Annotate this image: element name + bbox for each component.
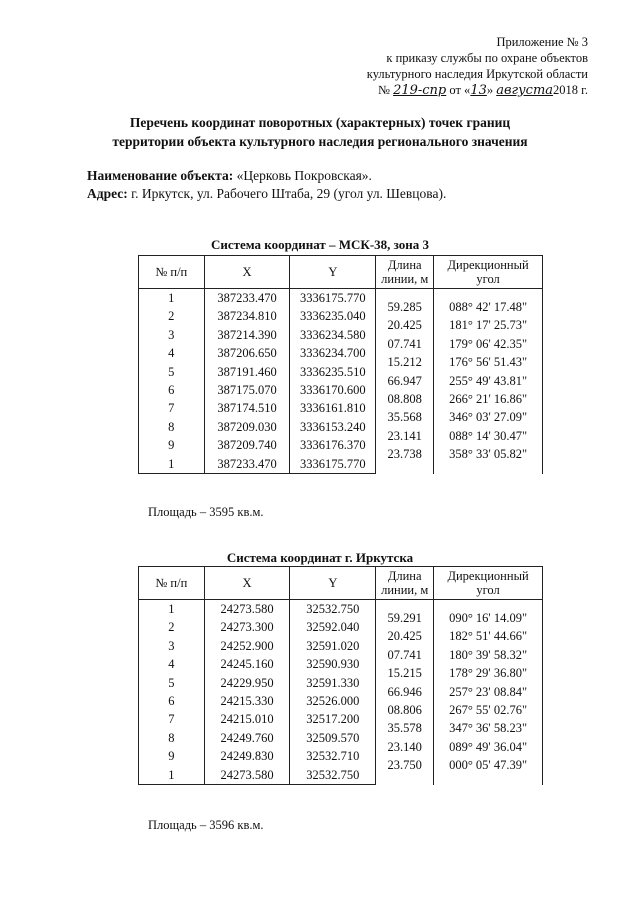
- coord-y: 3336161.810: [290, 399, 376, 417]
- line-length: 35.568: [387, 410, 422, 425]
- object-name-line: [87, 167, 446, 185]
- coord-x: 24215.010: [204, 710, 290, 728]
- header-x: X: [204, 567, 290, 600]
- point-number: 1: [139, 600, 205, 619]
- direction-angle: 346° 03' 27.09": [449, 410, 528, 425]
- line-length: 15.215: [387, 666, 422, 681]
- point-number: 8: [139, 729, 205, 747]
- header-length: [376, 567, 434, 600]
- direction-angle: 267° 55' 02.76": [449, 702, 528, 717]
- coord-x: 24249.830: [204, 747, 290, 765]
- point-number: 5: [139, 363, 205, 381]
- coord-y: 32532.750: [290, 600, 376, 619]
- point-number: 7: [139, 710, 205, 728]
- direction-angle: 179° 06' 42.35": [449, 336, 528, 351]
- table2-area: Площадь – 3596 кв.м.: [148, 818, 264, 832]
- coord-x: 387233.470: [204, 455, 290, 474]
- coord-x: 387206.650: [204, 344, 290, 362]
- point-number: 8: [139, 418, 205, 436]
- coord-x: 387233.470: [204, 289, 290, 308]
- direction-angle: 182° 51' 44.66": [449, 629, 528, 644]
- point-number: 7: [139, 399, 205, 417]
- point-number: 4: [139, 655, 205, 673]
- title-line-1: Перечень координат поворотных (характерных) точек границ: [129, 115, 511, 130]
- coord-x: 24273.580: [204, 600, 290, 619]
- coord-y: 32509.570: [290, 729, 376, 747]
- point-number: 1: [139, 455, 205, 474]
- point-number: 1: [139, 289, 205, 308]
- line-length: 66.946: [387, 684, 422, 699]
- direction-angle: 257° 23' 08.84": [449, 684, 528, 699]
- line-length: 07.741: [387, 336, 422, 351]
- object-name-label: Наименование объекта:: [87, 168, 234, 183]
- direction-angle: 178° 29' 36.80": [449, 666, 528, 681]
- coord-x: 387191.460: [204, 363, 290, 381]
- point-number: 2: [139, 307, 205, 325]
- line-length: 59.285: [387, 300, 422, 314]
- line-length: 08.808: [387, 391, 422, 406]
- coord-x: 24273.300: [204, 618, 290, 636]
- direction-angle: 358° 33' 05.82": [449, 447, 528, 462]
- point-number: 9: [139, 747, 205, 765]
- line-length: 20.425: [387, 318, 422, 333]
- coord-y: 32591.330: [290, 674, 376, 692]
- line-length: 59.291: [387, 611, 422, 625]
- table-row: [139, 289, 543, 308]
- direction-angle: 266° 21' 16.86": [449, 391, 528, 406]
- point-number: 2: [139, 618, 205, 636]
- order-prefix: №: [378, 83, 390, 97]
- coord-x: 24249.760: [204, 729, 290, 747]
- object-address-line: [87, 185, 446, 203]
- header-x: X: [204, 256, 290, 289]
- coord-x: 387174.510: [204, 399, 290, 417]
- coord-y: 3336175.770: [290, 455, 376, 474]
- coords-table-irkutsk: [138, 566, 543, 785]
- coord-x: 387214.390: [204, 326, 290, 344]
- line-length: 08.806: [387, 702, 422, 717]
- coord-x: 387234.810: [204, 307, 290, 325]
- header-angle-1: Дирекционный: [447, 569, 529, 583]
- coord-y: 3336234.580: [290, 326, 376, 344]
- title-line-2: территории объекта культурного наследия регионального значения: [112, 134, 528, 149]
- direction-angle: 255° 49' 43.81": [449, 373, 528, 388]
- direction-angle: 089° 49' 36.04": [449, 739, 528, 754]
- table-header-row: [139, 567, 543, 600]
- point-number: 4: [139, 344, 205, 362]
- line-length: 23.738: [387, 447, 422, 462]
- appendix-line-3: культурного наследия Иркутской области: [366, 67, 588, 81]
- appendix-block: [367, 34, 588, 99]
- header-num: № п/п: [139, 256, 205, 289]
- coord-x: 387209.740: [204, 436, 290, 454]
- header-angle: [434, 567, 543, 600]
- header-angle: [434, 256, 543, 289]
- order-day: 13: [470, 83, 487, 98]
- coord-y: 3336170.600: [290, 381, 376, 399]
- coord-y: 3336176.370: [290, 436, 376, 454]
- coord-x: 24273.580: [204, 766, 290, 785]
- document-title: [80, 113, 560, 151]
- length-column: [376, 600, 434, 785]
- header-angle-2: угол: [476, 583, 500, 597]
- direction-angle: 090° 16' 14.09": [449, 611, 528, 625]
- header-length-1: Длина: [387, 569, 422, 583]
- coord-y: 32591.020: [290, 637, 376, 655]
- coord-y: 3336235.040: [290, 307, 376, 325]
- header-y: Y: [290, 256, 376, 289]
- table2-title: Система координат г. Иркутска: [226, 550, 414, 565]
- coord-y: 32532.750: [290, 766, 376, 785]
- coord-y: 3336175.770: [290, 289, 376, 308]
- line-length: 07.741: [387, 647, 422, 662]
- direction-angle: 000° 05' 47.39": [449, 758, 528, 773]
- order-number: 219-спр: [393, 83, 447, 98]
- coord-y: 32590.930: [290, 655, 376, 673]
- coord-x: 24245.160: [204, 655, 290, 673]
- direction-angle: 088° 42' 17.48": [449, 300, 528, 314]
- order-from: от «: [449, 83, 471, 97]
- length-column: [376, 289, 434, 474]
- header-length-2: линии, м: [381, 583, 429, 597]
- coord-x: 24215.330: [204, 692, 290, 710]
- line-length: 23.750: [387, 758, 422, 773]
- coord-y: 3336234.700: [290, 344, 376, 362]
- angle-column: [434, 289, 543, 474]
- header-length-1: Длина: [387, 258, 422, 272]
- coord-y: 3336153.240: [290, 418, 376, 436]
- header-length-2: линии, м: [381, 272, 429, 286]
- direction-angle: 347° 36' 58.23": [449, 721, 528, 736]
- table-row: [139, 600, 543, 619]
- header-num: № п/п: [139, 567, 205, 600]
- order-month: августа: [496, 83, 554, 98]
- point-number: 5: [139, 674, 205, 692]
- line-length: 35.578: [387, 721, 422, 736]
- table1-title: Система координат – МСК-38, зона 3: [210, 237, 430, 252]
- direction-angle: 088° 14' 30.47": [449, 428, 528, 443]
- header-angle-2: угол: [476, 272, 500, 286]
- object-name-value: «Церковь Покровская».: [236, 168, 372, 183]
- coords-table-msk38: [138, 255, 543, 474]
- direction-angle: 181° 17' 25.73": [449, 318, 528, 333]
- point-number: 3: [139, 637, 205, 655]
- appendix-order-line: [367, 82, 588, 99]
- direction-angle: 176° 56' 51.43": [449, 355, 528, 370]
- line-length: 66.947: [387, 373, 422, 388]
- point-number: 9: [139, 436, 205, 454]
- point-number: 3: [139, 326, 205, 344]
- table1-area: Площадь – 3595 кв.м.: [148, 505, 264, 519]
- object-address-label: Адрес:: [87, 186, 128, 201]
- object-info: [87, 167, 446, 203]
- order-year: 2018 г.: [553, 83, 588, 97]
- line-length: 23.141: [387, 428, 422, 443]
- coord-x: 387175.070: [204, 381, 290, 399]
- line-length: 20.425: [387, 629, 422, 644]
- coord-y: 32526.000: [290, 692, 376, 710]
- point-number: 6: [139, 381, 205, 399]
- appendix-line-1: Приложение № 3: [496, 35, 588, 49]
- point-number: 6: [139, 692, 205, 710]
- angle-column: [434, 600, 543, 785]
- header-y: Y: [290, 567, 376, 600]
- coord-x: 387209.030: [204, 418, 290, 436]
- coord-y: 32517.200: [290, 710, 376, 728]
- coord-y: 3336235.510: [290, 363, 376, 381]
- coord-y: 32532.710: [290, 747, 376, 765]
- coord-y: 32592.040: [290, 618, 376, 636]
- direction-angle: 180° 39' 58.32": [449, 647, 528, 662]
- line-length: 23.140: [387, 739, 422, 754]
- point-number: 1: [139, 766, 205, 785]
- header-angle-1: Дирекционный: [447, 258, 529, 272]
- line-length: 15.212: [387, 355, 422, 370]
- header-length: [376, 256, 434, 289]
- object-address-value: г. Иркутск, ул. Рабочего Штаба, 29 (угол ул. Шевцова).: [131, 186, 447, 201]
- table-header-row: [139, 256, 543, 289]
- coord-x: 24229.950: [204, 674, 290, 692]
- order-mid: »: [486, 83, 494, 97]
- coord-x: 24252.900: [204, 637, 290, 655]
- appendix-line-2: к приказу службы по охране объектов: [386, 51, 588, 65]
